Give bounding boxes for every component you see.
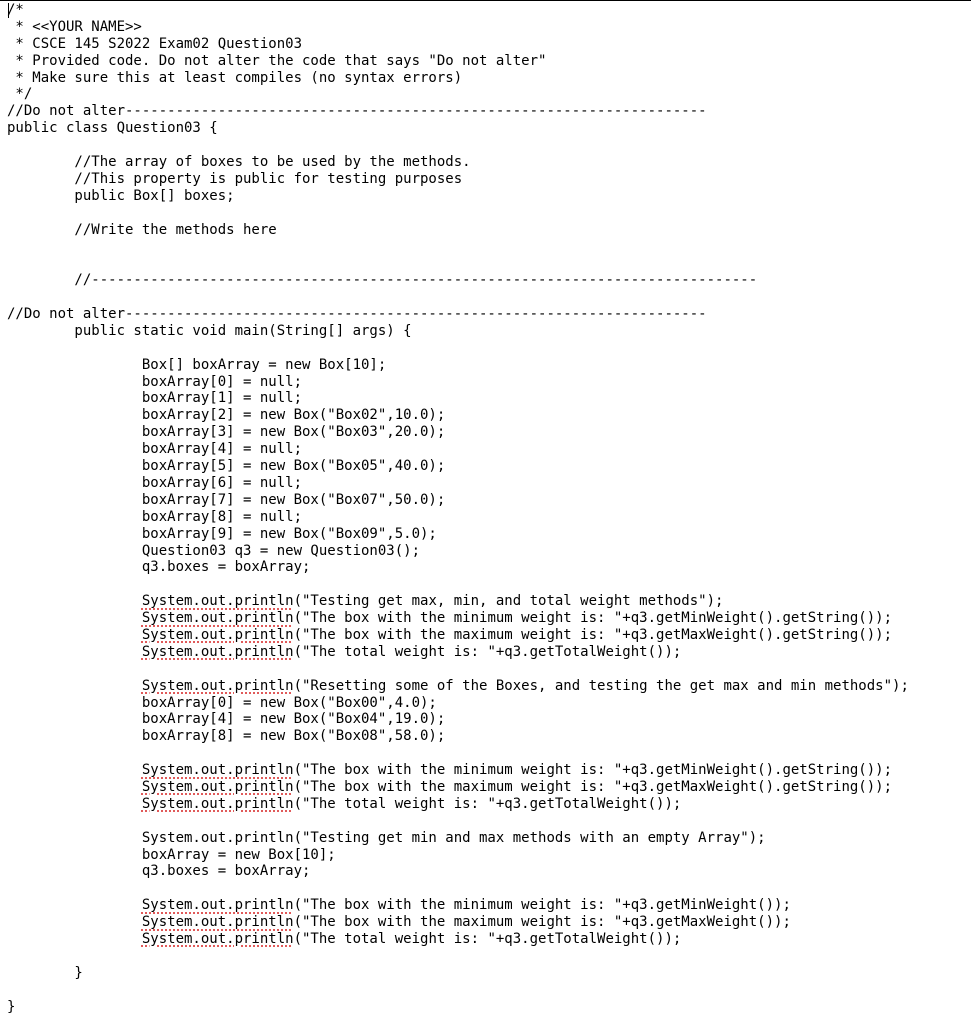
code-line: boxArray = new Box[10]; xyxy=(7,846,336,863)
code-line xyxy=(7,914,971,931)
code-line: boxArray[8] = new Box("Box08",58.0); xyxy=(7,728,446,745)
code-text: ("The box with the minimum weight is: "+q3.getMinWeight().getString()); xyxy=(293,762,893,779)
code-line xyxy=(7,576,971,593)
code-area[interactable] xyxy=(7,2,971,1024)
code-line xyxy=(7,137,971,154)
spellcheck-flagged-text: System.out.println xyxy=(141,677,294,694)
code-line: } xyxy=(7,964,83,981)
indent xyxy=(7,897,142,913)
code-line xyxy=(7,238,971,255)
indent xyxy=(7,779,142,795)
code-line xyxy=(7,205,971,222)
code-line: boxArray[5] = new Box("Box05",40.0); xyxy=(7,458,446,475)
code-line xyxy=(7,644,971,661)
spellcheck-flagged-text: System.out.println xyxy=(141,643,294,660)
code-line: //Do not alter--------------------------------------------------------------------- xyxy=(7,103,707,120)
spellcheck-flagged-text: System.out.println xyxy=(141,626,294,643)
code-line: public class Question03 { xyxy=(7,120,218,137)
code-line xyxy=(7,779,971,796)
code-line: * Make sure this at least compiles (no syntax errors) xyxy=(7,69,463,86)
code-line: q3.boxes = boxArray; xyxy=(7,559,311,576)
code-line: boxArray[0] = new Box("Box00",4.0); xyxy=(7,694,437,711)
code-line xyxy=(7,897,971,914)
indent xyxy=(7,931,142,947)
code-line: boxArray[4] = null; xyxy=(7,441,303,458)
code-line xyxy=(7,593,971,610)
code-line: //Write the methods here xyxy=(7,221,277,238)
code-text: ("The total weight is: "+q3.getTotalWeight()); xyxy=(293,795,682,812)
code-line xyxy=(7,661,971,678)
code-text: ("Resetting some of the Boxes, and testing the get max and min methods"); xyxy=(293,677,909,694)
indent xyxy=(7,914,142,930)
spellcheck-flagged-text: System.out.println xyxy=(141,795,294,812)
indent xyxy=(7,610,142,626)
code-line: boxArray[7] = new Box("Box07",50.0); xyxy=(7,491,446,508)
code-line: System.out.println("Testing get min and max methods with an empty Array"); xyxy=(7,829,766,846)
code-line xyxy=(7,627,971,644)
code-line xyxy=(7,796,971,813)
code-text: ("The box with the minimum weight is: "+q3.getMinWeight()); xyxy=(293,897,791,914)
spellcheck-flagged-text: System.out.println xyxy=(141,897,294,914)
spellcheck-flagged-text: System.out.println xyxy=(141,930,294,947)
spellcheck-flagged-text: System.out.println xyxy=(141,778,294,795)
code-line: boxArray[6] = null; xyxy=(7,474,303,491)
code-line: * CSCE 145 S2022 Exam02 Question03 xyxy=(7,35,303,52)
code-text: ("The box with the maximum weight is: "+q3.getMaxWeight().getString()); xyxy=(293,626,893,643)
code-line: Box[] boxArray = new Box[10]; xyxy=(7,356,387,373)
code-line xyxy=(7,610,971,627)
code-line: //------------------------------------------------------------------------------- xyxy=(7,272,758,289)
code-text: ("The box with the minimum weight is: "+q3.getMinWeight().getString()); xyxy=(293,610,893,627)
code-line: } xyxy=(7,998,16,1015)
code-line xyxy=(7,340,971,357)
code-line xyxy=(7,948,971,965)
indent xyxy=(7,627,142,643)
code-line: public static void main(String[] args) { xyxy=(7,322,412,339)
code-line: /* xyxy=(7,2,24,18)
code-line xyxy=(7,255,971,272)
code-text: ("The box with the maximum weight is: "+q3.getMaxWeight()); xyxy=(293,914,791,931)
code-line xyxy=(7,813,971,830)
code-text: ("The total weight is: "+q3.getTotalWeight()); xyxy=(293,643,682,660)
code-line xyxy=(7,880,971,897)
code-line xyxy=(7,931,971,948)
spellcheck-flagged-text: System.out.println xyxy=(141,762,294,779)
spellcheck-flagged-text: System.out.println xyxy=(141,914,294,931)
code-line: */ xyxy=(7,86,33,103)
spellcheck-flagged-text: System.out.println xyxy=(141,610,294,627)
indent xyxy=(7,678,142,694)
indent xyxy=(7,593,142,609)
indent xyxy=(7,644,142,660)
code-line xyxy=(7,745,971,762)
indent xyxy=(7,796,142,812)
code-line: boxArray[8] = null; xyxy=(7,508,303,525)
code-line: boxArray[3] = new Box("Box03",20.0); xyxy=(7,424,446,441)
code-text: ("The total weight is: "+q3.getTotalWeight()); xyxy=(293,930,682,947)
code-line: public Box[] boxes; xyxy=(7,187,235,204)
code-line: boxArray[0] = null; xyxy=(7,373,303,390)
code-line: * <<YOUR NAME>> xyxy=(7,18,142,35)
code-line: q3.boxes = boxArray; xyxy=(7,863,311,880)
code-line: //The array of boxes to be used by the methods. xyxy=(7,154,471,171)
indent xyxy=(7,762,142,778)
code-line: boxArray[9] = new Box("Box09",5.0); xyxy=(7,525,437,542)
code-line xyxy=(7,982,971,999)
code-line: * Provided code. Do not alter the code that says "Do not alter" xyxy=(7,52,547,69)
code-line: boxArray[2] = new Box("Box02",10.0); xyxy=(7,407,446,424)
spellcheck-flagged-text: System.out.println xyxy=(141,593,294,610)
code-line xyxy=(7,289,971,306)
code-line xyxy=(7,762,971,779)
code-text: ("The box with the maximum weight is: "+q3.getMaxWeight().getString()); xyxy=(293,778,893,795)
code-line: //This property is public for testing purposes xyxy=(7,170,463,187)
code-line: boxArray[1] = null; xyxy=(7,390,303,407)
code-text: ("Testing get max, min, and total weight methods"); xyxy=(293,593,724,610)
code-line xyxy=(7,678,971,695)
code-line: boxArray[4] = new Box("Box04",19.0); xyxy=(7,711,446,728)
code-line: //Do not alter--------------------------------------------------------------------- xyxy=(7,306,707,323)
code-line: Question03 q3 = new Question03(); xyxy=(7,542,421,559)
